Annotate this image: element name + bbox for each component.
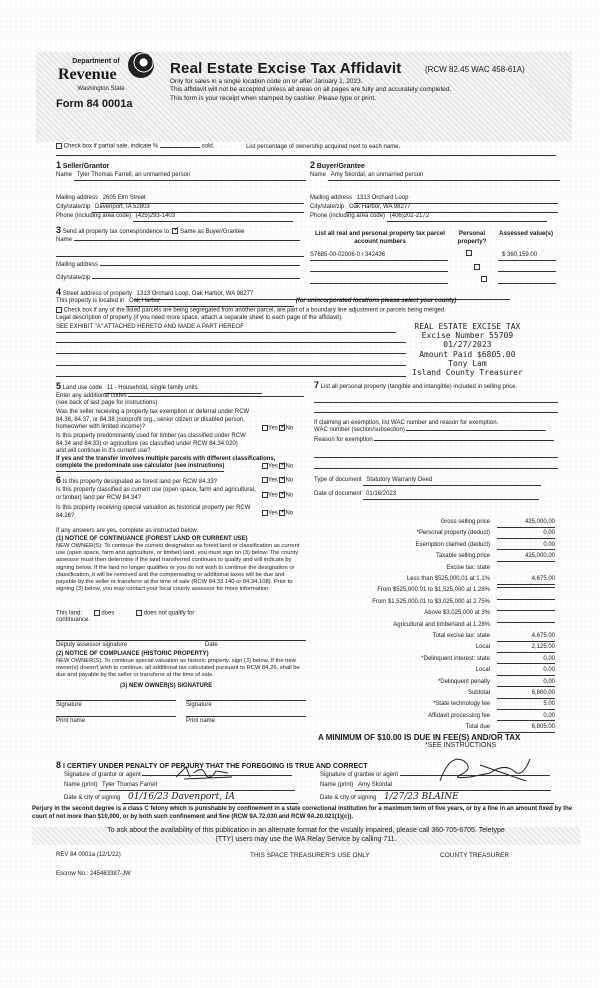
notice1-text: NEW OWNER(S): To continue the current designation as forest land or classification as current use (open space, farm and agriculture, or timber) land, you must sign on (3) below. The county assessor must then determine if the land transferred continues to qualify and will indicate by signing below. If the land no longer qualifies or you do not wish to continue the designation or classification, it will be removed and the compensating or additional taxes will be due and payable by the seller or transferor at the time of sale (RCW 84.33.140 or 84.34.108). Prior to signing (3) below, you may contact your local county assessor for more information. (56, 543, 300, 593)
grantee-name-field[interactable]: Amy Skordal (355, 782, 551, 791)
seller-name-row: Name Tyler Thomas Farrell, an unmarried person (56, 172, 306, 181)
calc-value-2[interactable]: 0.00 (497, 542, 555, 551)
calc-value-17[interactable]: 0.00 (497, 713, 555, 722)
calc-label-1: *Personal property (deduct) (416, 530, 490, 537)
calc-value-14[interactable]: 0.00 (497, 679, 555, 688)
land-use-field[interactable]: 11 - Household, single family units (104, 385, 262, 394)
grantee-date-field[interactable]: 1/27/23 BLAINE (378, 792, 554, 804)
calc-value-3[interactable]: 425,000.00 (497, 553, 555, 562)
buyer-addr-field[interactable]: 1313 Orchard Loop (354, 195, 558, 204)
seller-heading: 1 Seller/Grantor (56, 160, 110, 170)
doc-type-row: Type of document Statutory Warranty Deed (314, 477, 541, 486)
historic-question: Is this property receiving special valuation as historical property per RCW 84.26? (56, 505, 251, 519)
deputy-date-label: Date (205, 642, 218, 648)
list-pct-label: List percentage of ownership acquired next to each name. (246, 143, 401, 150)
rev-label: REV 84 0001a (12/1/22) (56, 852, 121, 858)
assessed-line-3 (498, 283, 556, 284)
located-field[interactable]: Oak Harbor (126, 298, 294, 307)
assessed-line-2 (498, 271, 556, 272)
calc-label-5: Less than $525,000.01 at 1.1% (406, 576, 490, 582)
form-title: Real Estate Excise Tax Affidavit (170, 60, 402, 77)
assessed-value-1: $ 360,159.00 (498, 252, 556, 261)
buyer-name-row: Name Amy Skordal, an unmarried person (310, 172, 560, 181)
timber-yes-checkbox[interactable] (262, 463, 268, 469)
dept-label: Department of (72, 58, 120, 65)
owner-print-line-1[interactable] (56, 716, 176, 717)
corr-heading: 3 Send all property tax correspondence to: ✓ Same as Buyer/Grantee (56, 225, 244, 237)
owner-sig-line-1[interactable] (56, 700, 176, 701)
seller-phone-field[interactable]: (425)293-1403 (133, 213, 293, 222)
parcel-line-2 (310, 271, 448, 272)
calc-value-10[interactable]: 4,675.00 (497, 633, 555, 642)
historic-no-checkbox[interactable] (279, 510, 285, 516)
calc-label-14: *Delinquent penalty (437, 678, 490, 685)
s7-line-2 (314, 412, 558, 413)
note-3: This form is your receipt when stamped by cashier. Please type or print. (170, 94, 376, 102)
calc-value-12[interactable]: 0.00 (497, 656, 555, 665)
exemption-yes-checkbox[interactable] (262, 425, 268, 431)
calc-label-6: From $525,000.01 to $1,525,000 at 1.28% (377, 587, 490, 594)
forest-question: 6 Is this property designated as forest land per RCW 84.33? (56, 475, 218, 485)
corr-city-field[interactable] (92, 278, 300, 279)
revenue-label: Revenue (58, 66, 117, 83)
see-instructions-label: *SEE INSTRUCTIONS (425, 742, 497, 749)
notice2-text: NEW OWNER(S): To continue special valuation as historic property, sign (3) below. If the new owner(s) doesn't wish to continue, all additional tax calculated pursuant to RCW 84.26, shall be due and payable by the seller or transferor at the time of sale. (56, 658, 300, 679)
see-back-label: (see back of last page for instructions) (56, 400, 158, 406)
escrow-label: Escrow No.: 245463387-JW (56, 871, 131, 877)
dor-swirl-icon (128, 52, 154, 78)
calc-value-8[interactable] (497, 610, 555, 611)
grantor-sig-field[interactable] (142, 775, 292, 776)
grantee-sig-row: Signature of grantee or agent (320, 772, 550, 780)
grantor-name-field[interactable]: Tyler Thomas Farrell (99, 782, 295, 791)
timber-no-checkbox[interactable] (279, 463, 285, 469)
new-owner-sig-heading: (3) NEW OWNER(S) SIGNATURE (120, 683, 213, 689)
owner-print-label-1: Print name (56, 718, 86, 724)
legal-line-4 (56, 365, 406, 366)
partial-pct-field[interactable] (160, 147, 200, 148)
s7-line-1 (314, 402, 558, 403)
this-land-row: This land: does does not qualify for (56, 610, 195, 617)
alternate-format-note: To ask about the availability of this publication in an alternate format for the visually impaired, please call 360-705-6705. Teletype (TTY) users may use the WA Relay Service by calling 711. (32, 827, 580, 845)
continuance-label: continuance. (56, 617, 91, 623)
calc-label-10: Total excise tax: state (432, 633, 490, 639)
note-1: Only for sales in a single location code on or after January 1, 2023. (170, 78, 363, 85)
segregated-row: Check box if any of the listed parcels are being segregated from another parcel, are part of a boundary line adjustment or parcels being merged. (56, 307, 446, 315)
exemption-yesno: Yes ✓ No (262, 425, 293, 433)
legal-row (56, 324, 396, 333)
buyer-addr-row: Mailing address 1313 Orchard Loop (310, 195, 558, 204)
grantor-date-row: Date & city of signing 01/16/23 Davenport, IA (64, 792, 298, 804)
notice1-heading: (1) NOTICE OF CONTINUANCE (FOREST LAND OR CURRENT USE) (56, 536, 248, 542)
personal-property-label: 7 List all personal property (tangible and intangible) included in selling price. (314, 380, 518, 390)
street-field[interactable]: 1313 Orchard Loop, Oak Harbor, WA 98277 (134, 291, 510, 300)
street-row: 4 Street address of property 1313 Orchard Loop, Oak Harbor, WA 98277 (56, 287, 510, 300)
buyer-phone-row: Phone (including area code) (406)202-2172 (310, 213, 547, 222)
legal-field[interactable]: SEE EXHIBIT "A" ATTACHED HERETO AND MADE A PART HEREOF (56, 324, 396, 333)
grantor-sig-row: Signature of grantor or agent (64, 772, 292, 780)
forest-no-checkbox[interactable] (279, 477, 285, 483)
personal-property-checkbox-2[interactable] (474, 264, 480, 270)
parcel-row-1 (310, 252, 448, 261)
doc-type-field[interactable]: Statutory Warranty Deed (363, 477, 541, 486)
partial-sale-row (56, 143, 400, 151)
wac-field[interactable] (406, 430, 546, 431)
state-label: Washington State (77, 86, 125, 92)
grantor-date-field[interactable]: 01/16/23 Davenport, IA (122, 792, 298, 804)
current-use-no-checkbox[interactable] (279, 492, 285, 498)
additional-codes-field[interactable] (128, 396, 304, 397)
seller-phone-row: Phone (including area code) (425)293-1403 (56, 213, 293, 222)
timber-question: Is this property predominantly used for timber (as classified under RCW 84.34 and 84.33) or agriculture (as classified under RCW 84.34.020) and will continue in it's current use? (56, 433, 246, 454)
calc-label-18: Total due (465, 724, 490, 731)
calc-label-12: *Delinquent interest: state (421, 655, 490, 662)
s7-line-4 (314, 468, 558, 469)
same-as-buyer-checkbox[interactable] (172, 228, 178, 234)
legal-line-5 (56, 376, 406, 377)
owner-sig-line-2[interactable] (186, 700, 306, 701)
corr-line (56, 256, 304, 257)
land-use-row: 5 Land use code 11 - Household, single family units (56, 381, 262, 394)
reason-row: Reason for exemption (314, 437, 554, 445)
calc-value-0[interactable]: 425,000.00 (497, 519, 555, 528)
legal-line-3 (56, 353, 406, 354)
timber-yesno: Yes ✓ No (262, 463, 293, 471)
calc-value-1[interactable]: 0.00 (497, 530, 555, 539)
grantor-name-row: Name (print) Tyler Thomas Farrell (64, 782, 295, 791)
exemption-question: Was the seller receiving a property tax exemption or deferral under RCW 84.36, 84.37, or 84.38 (nonprofit org., senior citizen or disabled person, homeowner with limited income)? (56, 409, 250, 430)
calc-label-4: Excise tax: state (446, 564, 490, 571)
buyer-heading: 2 Buyer/Grantee (310, 160, 365, 170)
certify-heading: 8 I CERTIFY UNDER PENALTY OF PERJURY THAT THE FOREGOING IS TRUE AND CORRECT (56, 760, 368, 770)
calc-value-6[interactable] (497, 587, 555, 588)
header-divider (56, 155, 556, 156)
seller-city-field[interactable]: Davenport, IA 52803 (92, 204, 304, 213)
calc-value-15[interactable]: 6,800.00 (497, 690, 555, 699)
located-row: This property is located in Oak Harbor (for unincorporated locations please select your county) (56, 298, 456, 307)
note-2: This affidavit will not be accepted unless all areas on all pages are fully and accurately completed. (170, 86, 452, 94)
if-any-label: If any answers are yes, complete as instructed below. (56, 528, 199, 534)
seller-name-field[interactable]: Tyler Thomas Farrell, an unmarried person (74, 172, 306, 181)
buyer-city-row: City/state/zip Oak Harbor, WA 98277 (310, 204, 558, 213)
parcel-col-header: List all real and personal property tax parcel account numbers (315, 230, 445, 245)
calc-label-3: Taxable selling price (435, 553, 490, 560)
minimum-due-label: A MINIMUM OF $10.00 IS DUE IN FEE(S) AND/OR TAX (318, 733, 521, 742)
calc-value-9[interactable] (497, 622, 555, 623)
calc-value-5[interactable]: 4,675.00 (497, 576, 555, 585)
form-number: Form 84 0001a (56, 98, 133, 110)
parcel-number-field[interactable]: S7685-00-02006-0 / 342436 (310, 252, 448, 261)
does-not-checkbox[interactable] (136, 610, 142, 616)
corr-city-row: City/state/zip (56, 275, 300, 283)
does-checkbox[interactable] (94, 610, 100, 616)
seller-city-row: City/state/zip Davenport, IA 52803 (56, 204, 304, 213)
owner-sig-label-2: Signature (186, 702, 212, 708)
current-use-question: Is this property classified as current use (open space, farm and agricultural, or timber) land per RCW 84.34? (56, 487, 256, 501)
claim-label: If claiming an exemption, list WAC number and reason for exemption. (314, 420, 499, 426)
forest-yesno: Yes ✓ No (262, 477, 293, 485)
calc-value-18[interactable]: 6,805.00 (497, 724, 555, 733)
calc-label-9: Agricultural and timberland at 1.28% (393, 621, 490, 628)
historic-yes-checkbox[interactable] (262, 510, 268, 516)
buyer-name-field[interactable]: Amy Skordal, an unmarried person (328, 172, 560, 181)
parcel-line-3 (310, 283, 448, 284)
grantee-date-row: Date & city of signing 1/27/23 BLAINE (320, 792, 554, 804)
calc-value-16[interactable]: 5.00 (497, 701, 555, 710)
calc-value-11[interactable]: 2,125.00 (497, 644, 555, 653)
calc-label-11: Local (475, 644, 490, 651)
current-use-yesno: Yes ✓ No (262, 492, 293, 500)
seller-addr-row: Mailing address 2605 Elm Street (56, 195, 304, 204)
header-notes (170, 78, 451, 103)
dor-logo (56, 58, 166, 138)
owner-print-label-2: Print name (186, 718, 216, 724)
buyer-phone-field[interactable]: (406)202-2172 (387, 213, 547, 222)
corr-addr-row: Mailing address (56, 262, 300, 270)
personal-col-header: Personal property? (457, 230, 487, 245)
calc-label-17: Affidavit processing fee (428, 712, 490, 719)
grantee-name-row: Name (print) Amy Skordal (320, 782, 551, 791)
calc-value-13[interactable]: 0.00 (497, 667, 555, 676)
grantee-sig-field[interactable] (400, 775, 550, 776)
doc-date-row: Date of document 01/16/2023 (314, 491, 539, 500)
corr-addr-field[interactable] (100, 265, 300, 266)
perjury-text: Perjury in the second degree is a class C felony which is punishable by confinement in a state correctional institution for a maximum term of five years, or by a fine in an amount fixed by the court of not more than $10,000, or by both such confinement and fine (RCW 9A.72.030 and RCW 9A.20.021(1)(c)). (32, 806, 573, 821)
reason-field[interactable] (374, 440, 554, 441)
historic-yesno: Yes ✓ No (262, 510, 293, 518)
corr-name-row: Name (56, 237, 300, 245)
wac-row: WAC number (section/subsection) (314, 427, 546, 435)
personal-property-checkbox-3[interactable] (481, 276, 487, 282)
form-rcw: (RCW 82.45 WAC 458-61A) (425, 65, 525, 74)
buyer-city-field[interactable]: Oak Harbor, WA 98277 (346, 204, 558, 213)
owner-print-line-2[interactable] (186, 716, 306, 717)
partial-sale-checkbox[interactable] (56, 143, 62, 149)
sold-label: sold. (201, 143, 215, 150)
s7-line-3 (314, 457, 558, 458)
legal-label: Legal description of property (if you need more space, attach a separate sheet to each page of the affidavit). (56, 315, 343, 321)
seller-addr-field[interactable]: 2605 Elm Street (100, 195, 304, 204)
grantor-signature-mark (172, 763, 242, 783)
owner-sig-label-1: Signature (56, 702, 82, 708)
corr-name-field[interactable] (74, 240, 300, 241)
calc-value-7[interactable] (497, 599, 555, 600)
additional-codes-row: Enter any additional codes (56, 393, 304, 401)
calc-label-7: From $1,525,000.01 to $3,025,000 at 2.75% (372, 598, 490, 605)
calc-label-13: Local (475, 667, 490, 674)
deputy-sig-line[interactable] (56, 640, 306, 641)
calc-label-2: Exemption claimed (deduct) (415, 541, 490, 548)
calc-label-8: Above $3,025,000 at 3% (424, 610, 490, 617)
doc-date-field[interactable]: 01/16/2023 (363, 491, 539, 500)
calc-label-0: Gross selling price (440, 519, 490, 525)
timber-question-b: If yes and the transfer involves multiple parcels with different classifications, (56, 456, 276, 462)
partial-sale-label: Check box if partial sale, indicate % (63, 143, 159, 150)
calc-label-15: Subtotal (467, 690, 490, 696)
timber-question-c: complete the predominate use calculator (see instructions) (56, 463, 224, 472)
deputy-sig-label: Deputy assessor signature (56, 642, 128, 648)
legal-line-2 (56, 342, 406, 343)
exemption-no-checkbox[interactable] (279, 425, 285, 431)
treasurer-stamp: REAL ESTATE EXCISE TAX Excise Number 55709 01/27/2023 Amount Paid $6805.00 Tony Lam Island County Treasurer (412, 322, 523, 377)
personal-property-checkbox-1[interactable] (466, 250, 472, 256)
county-treasurer-label: COUNTY TREASURER (440, 852, 510, 859)
forest-yes-checkbox[interactable] (262, 477, 268, 483)
assessed-col-header: Assessed value(s) (499, 230, 553, 237)
notice2-heading: (2) NOTICE OF COMPLIANCE (HISTORIC PROPERTY) (56, 651, 209, 657)
calc-label-16: *State technology fee (432, 701, 490, 708)
current-use-yes-checkbox[interactable] (262, 492, 268, 498)
treasurer-only-label: THIS SPACE TREASURER'S USE ONLY (250, 852, 370, 859)
segregated-checkbox[interactable] (56, 307, 62, 313)
